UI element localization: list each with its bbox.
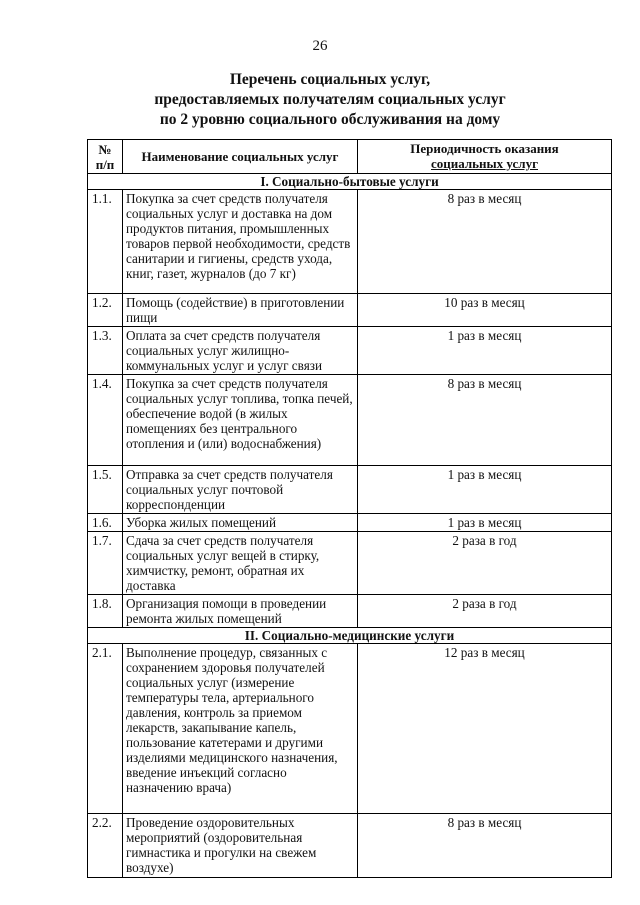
table-row xyxy=(88,514,612,532)
table-row xyxy=(88,466,612,514)
title-line-1: Перечень социальных услуг, xyxy=(229,71,431,88)
service-name: Отправка за счет средств получателя социальных услуг почтовой корреспонденции xyxy=(123,466,358,514)
row-number: 1.2. xyxy=(88,294,123,327)
title-line-2: предоставляемых получателям социальных услуг xyxy=(154,91,506,108)
service-name: Выполнение процедур, связанных с сохранением здоровья получателей социальных услуг (измерение температуры тела, артериального давления, контроль за приемом лекарств, закапывание капель, пользование катетерами и другими изделиями медицинского назначения, введение инъекций согласно назначению врача) xyxy=(123,644,358,814)
service-frequency: 1 раз в месяц xyxy=(358,514,612,532)
column-header-frequency xyxy=(358,140,612,174)
service-name: Покупка за счет средств получателя социальных услуг и доставка на дом продуктов питания, промышленных товаров первой необходимости, средств санитарии и гигиены, средств ухода, книг, газет, журналов (до 7 кг) xyxy=(123,190,358,294)
service-frequency: 8 раз в месяц xyxy=(358,190,612,294)
row-number: 1.5. xyxy=(88,466,123,514)
table-row xyxy=(88,644,612,814)
service-frequency: 10 раз в месяц xyxy=(358,294,612,327)
service-name: Организация помощи в проведении ремонта жилых помещений xyxy=(123,595,358,628)
row-number: 1.1. xyxy=(88,190,123,294)
service-name: Уборка жилых помещений xyxy=(123,514,358,532)
column-header-name: Наименование социальных услуг xyxy=(123,140,358,174)
table-row xyxy=(88,190,612,294)
service-name: Покупка за счет средств получателя социальных услуг топлива, топка печей, обеспечение водой (в жилых помещениях без центрального отопления и (или) водоснабжения) xyxy=(123,375,358,466)
section-title: I. Социально-бытовые услуги xyxy=(88,174,612,190)
service-name: Оплата за счет средств получателя социальных услуг жилищно-коммунальных услуг и услуг связи xyxy=(123,327,358,375)
service-frequency: 12 раз в месяц xyxy=(358,644,612,814)
row-number: 1.8. xyxy=(88,595,123,628)
table-row xyxy=(88,294,612,327)
table-row xyxy=(88,375,612,466)
table-body xyxy=(88,174,612,878)
column-header-number xyxy=(88,140,123,174)
section-title: II. Социально-медицинские услуги xyxy=(88,628,612,644)
service-name: Помощь (содействие) в приготовлении пищи xyxy=(123,294,358,327)
row-number: 1.4. xyxy=(88,375,123,466)
table-row xyxy=(88,327,612,375)
row-number: 1.3. xyxy=(88,327,123,375)
column-header-frequency-line2: социальных услуг xyxy=(431,156,538,171)
column-header-frequency-line1: Периодичность оказания xyxy=(410,141,559,156)
table-row xyxy=(88,532,612,595)
row-number: 1.6. xyxy=(88,514,123,532)
service-frequency: 2 раза в год xyxy=(358,532,612,595)
column-header-number-line1: № xyxy=(98,142,112,157)
service-name: Сдача за счет средств получателя социальных услуг вещей в стирку, химчистку, ремонт, обратная их доставка xyxy=(123,532,358,595)
column-header-number-line2: п/п xyxy=(95,157,115,172)
row-number: 2.1. xyxy=(88,644,123,814)
table-row xyxy=(88,595,612,628)
table-header-row xyxy=(88,140,612,174)
service-frequency: 1 раз в месяц xyxy=(358,466,612,514)
title-line-3: по 2 уровню социального обслуживания на дому xyxy=(159,111,501,128)
service-frequency: 8 раз в месяц xyxy=(358,814,612,878)
service-frequency: 8 раз в месяц xyxy=(358,375,612,466)
service-frequency: 1 раз в месяц xyxy=(358,327,612,375)
document-title xyxy=(80,70,580,130)
row-number: 1.7. xyxy=(88,532,123,595)
page-number: 26 xyxy=(312,38,328,54)
section-row xyxy=(88,628,612,644)
table-row xyxy=(88,814,612,878)
section-row xyxy=(88,174,612,190)
services-table xyxy=(87,139,612,878)
service-name: Проведение оздоровительных мероприятий (оздоровительная гимнастика и прогулки на свежем воздухе) xyxy=(123,814,358,878)
service-frequency: 2 раза в год xyxy=(358,595,612,628)
row-number: 2.2. xyxy=(88,814,123,878)
